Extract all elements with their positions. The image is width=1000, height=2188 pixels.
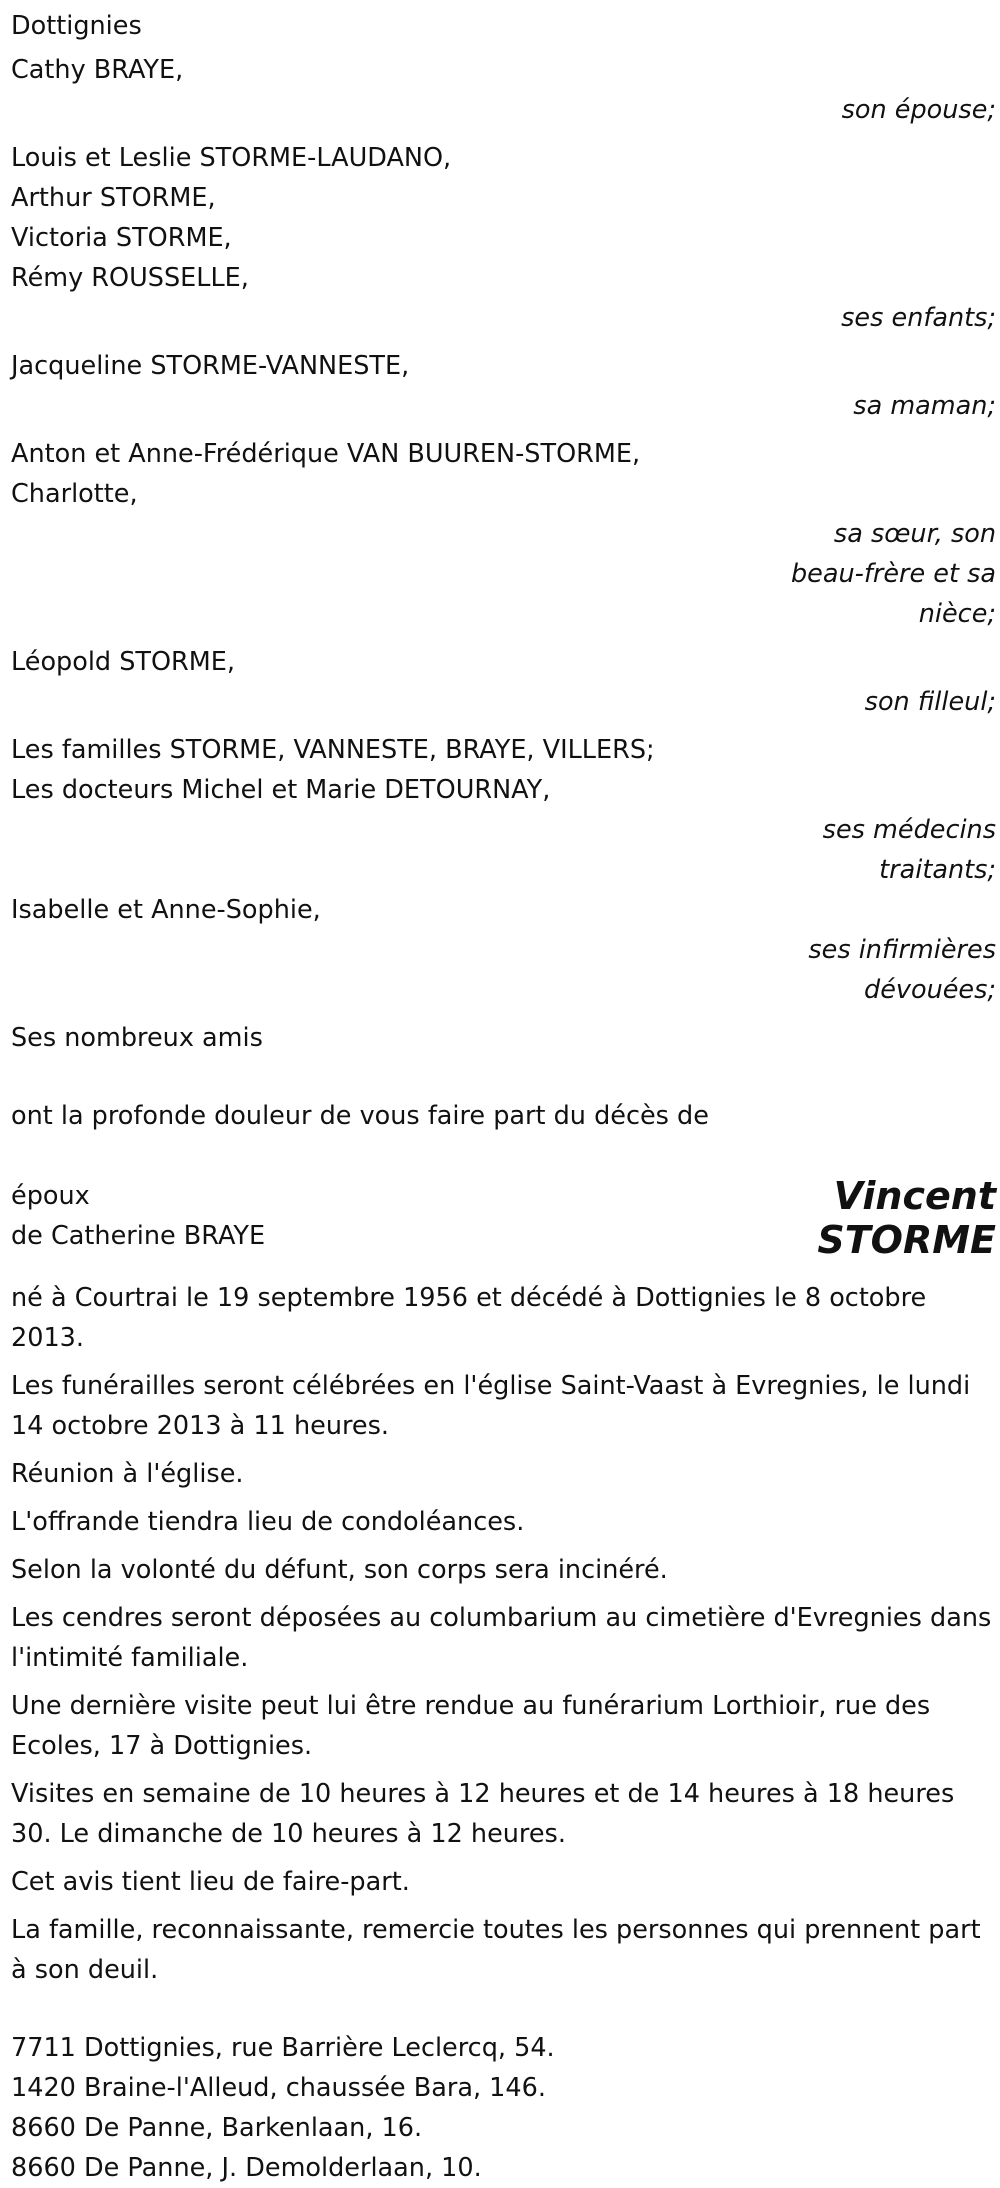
family-name: Arthur STORME, xyxy=(11,183,216,213)
family-relation: ses enfants; xyxy=(841,303,996,333)
paragraph: Visites en semaine de 10 heures à 12 heures et de 14 heures à 18 heures 30. Le dimanche de 10 heures à 12 heures. xyxy=(11,1779,955,1849)
paragraph: Les funérailles seront célébrées en l'église Saint-Vaast à Evregnies, le lundi 14 octobre 2013 à 11 heures. xyxy=(11,1371,971,1441)
paragraph: La famille, reconnaissante, remercie toutes les personnes qui prennent part à son deuil. xyxy=(11,1915,981,1985)
family-relation: ses infirmières xyxy=(808,935,996,965)
obituary-notice xyxy=(11,6,996,2188)
paragraph: Les cendres seront déposées au columbarium au cimetière d'Evregnies dans l'intimité familiale. xyxy=(11,1603,992,1673)
family-group xyxy=(11,730,996,890)
family-relation: ses médecins xyxy=(822,815,996,845)
family-relation: beau-frère et sa xyxy=(791,559,996,589)
family-group xyxy=(11,138,996,338)
family-name: Cathy BRAYE, xyxy=(11,55,184,85)
family-name: Louis et Leslie STORME-LAUDANO, xyxy=(11,143,452,173)
paragraph: Cet avis tient lieu de faire-part. xyxy=(11,1867,410,1897)
family-relation: son épouse; xyxy=(841,95,996,125)
announcement-line: ont la profonde douleur de vous faire part du décès de xyxy=(11,1101,709,1131)
family-name: Rémy ROUSSELLE, xyxy=(11,263,249,293)
paragraph: L'offrande tiendra lieu de condoléances. xyxy=(11,1507,525,1537)
family-name: Isabelle et Anne-Sophie, xyxy=(11,895,321,925)
deceased-block xyxy=(11,1174,996,1262)
address-line: 8660 De Panne, J. Demolderlaan, 10. xyxy=(11,2153,482,2183)
address-line: 8660 De Panne, Barkenlaan, 16. xyxy=(11,2113,423,2143)
family-relation: sa sœur, son xyxy=(833,519,996,549)
deceased-first-name: Vincent xyxy=(833,1174,996,1218)
spouse-label: époux xyxy=(11,1181,90,1211)
family-name: Anton et Anne-Frédérique VAN BUUREN-STORME, xyxy=(11,439,641,469)
address-line: 7711 Dottignies, rue Barrière Leclercq, 54. xyxy=(11,2033,555,2063)
friends-line: Ses nombreux amis xyxy=(11,1023,263,1053)
paragraph: né à Courtrai le 19 septembre 1956 et décédé à Dottignies le 8 octobre 2013. xyxy=(11,1283,927,1353)
family-relation: traitants; xyxy=(879,855,996,885)
family-relation: nièce; xyxy=(918,599,996,629)
family-name: Jacqueline STORME-VANNESTE, xyxy=(11,351,410,381)
family-group xyxy=(11,434,996,634)
family-group xyxy=(11,346,996,426)
family-relation: dévouées; xyxy=(864,975,996,1005)
family-name: Victoria STORME, xyxy=(11,223,232,253)
family-name: Les docteurs Michel et Marie DETOURNAY, xyxy=(11,775,551,805)
family-group xyxy=(11,50,996,130)
paragraph: Selon la volonté du défunt, son corps sera incinéré. xyxy=(11,1555,668,1585)
spouse-name: de Catherine BRAYE xyxy=(11,1221,266,1251)
family-relation: son filleul; xyxy=(864,687,996,717)
address-line: 1420 Braine-l'Alleud, chaussée Bara, 146. xyxy=(11,2073,546,2103)
paragraph: Une dernière visite peut lui être rendue au funérarium Lorthioir, rue des Ecoles, 17 à Dottignies. xyxy=(11,1691,931,1761)
header-location: Dottignies xyxy=(11,11,142,41)
deceased-last-name: STORME xyxy=(817,1218,996,1262)
paragraph: Réunion à l'église. xyxy=(11,1459,244,1489)
family-name: Léopold STORME, xyxy=(11,647,235,677)
family-name: Les familles STORME, VANNESTE, BRAYE, VILLERS; xyxy=(11,735,655,765)
family-group xyxy=(11,642,996,722)
family-name: Charlotte, xyxy=(11,479,138,509)
family-relation: sa maman; xyxy=(853,391,996,421)
family-group xyxy=(11,890,996,1010)
